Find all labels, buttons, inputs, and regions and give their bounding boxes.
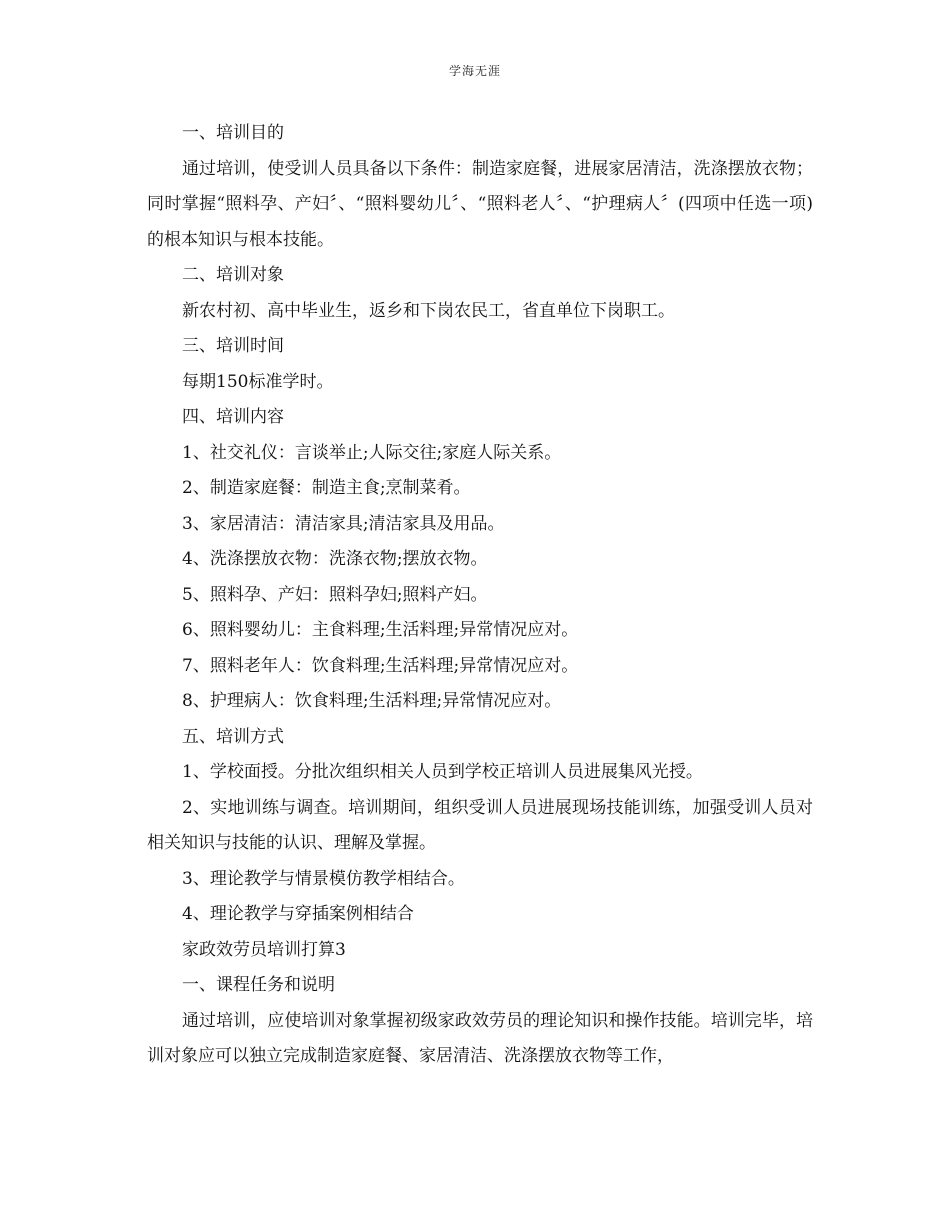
list-item: 2、制造家庭餐：制造主食;烹制菜肴。 — [182, 478, 471, 498]
section-title-plan-3: 家政效劳员培训打算3 — [182, 939, 346, 960]
list-item: 1、学校面授。分批次组织相关人员到学校正培训人员进展集风光授。 — [182, 762, 703, 782]
paragraph-training-time: 每期150标准学时。 — [182, 371, 334, 392]
paragraph-course-task: 通过培训，应使培训对象掌握初级家政效劳员的理论知识和操作技能。培训完毕，培训对象应可以独立完成制造家庭餐、家居清洁、洗涤摆放衣物等工作， — [147, 1010, 813, 1066]
list-item: 8、护理病人：饮食料理;生活料理;异常情况应对。 — [182, 691, 562, 711]
page-header: 学海无涯 — [448, 64, 501, 78]
list-item: 3、理论教学与情景模仿教学相结合。 — [182, 868, 465, 889]
list-item: 7、照料老年人：饮食料理;生活料理;异常情况应对。 — [182, 655, 579, 676]
list-item: 2、实地训练与调查。培训期间，组织受训人员进展现场技能训练，加强受训人员对相关知识与技能的认识、理解及掌握。 — [147, 797, 813, 853]
list-item: 5、照料孕、产妇：照料孕妇;照料产妇。 — [182, 584, 488, 605]
paragraph-training-target: 新农村初、高中毕业生，返乡和下岗农民工，省直单位下岗职工。 — [182, 300, 675, 321]
heading-training-target: 二、培训对象 — [182, 265, 284, 285]
heading-training-method: 五、培训方式 — [182, 726, 284, 747]
list-item: 6、照料婴幼儿：主食料理;生活料理;异常情况应对。 — [182, 620, 579, 640]
list-item: 3、家居清洁：清洁家具;清洁家具及用品。 — [182, 513, 505, 534]
list-item: 1、社交礼仪：言谈举止;人际交往;家庭人际关系。 — [182, 442, 562, 463]
heading-training-purpose: 一、培训目的 — [182, 123, 284, 143]
list-item: 4、理论教学与穿插案例相结合 — [182, 904, 414, 924]
heading-course-task: 一、课程任务和说明 — [182, 975, 335, 995]
paragraph-training-purpose: 通过培训，使受训人员具备以下条件：制造家庭餐，进展家居清洁，洗涤摆放衣物；同时掌握“照料孕、产妇〞、“照料婴幼儿〞、“照料老人〞、“护理病人〞(四项中任选一项)的根本知识与根本技能。 — [147, 158, 813, 250]
list-item: 4、洗涤摆放衣物：洗涤衣物;摆放衣物。 — [182, 549, 488, 569]
document-body — [147, 116, 813, 1075]
heading-training-time: 三、培训时间 — [182, 336, 284, 356]
heading-training-content: 四、培训内容 — [182, 407, 284, 427]
